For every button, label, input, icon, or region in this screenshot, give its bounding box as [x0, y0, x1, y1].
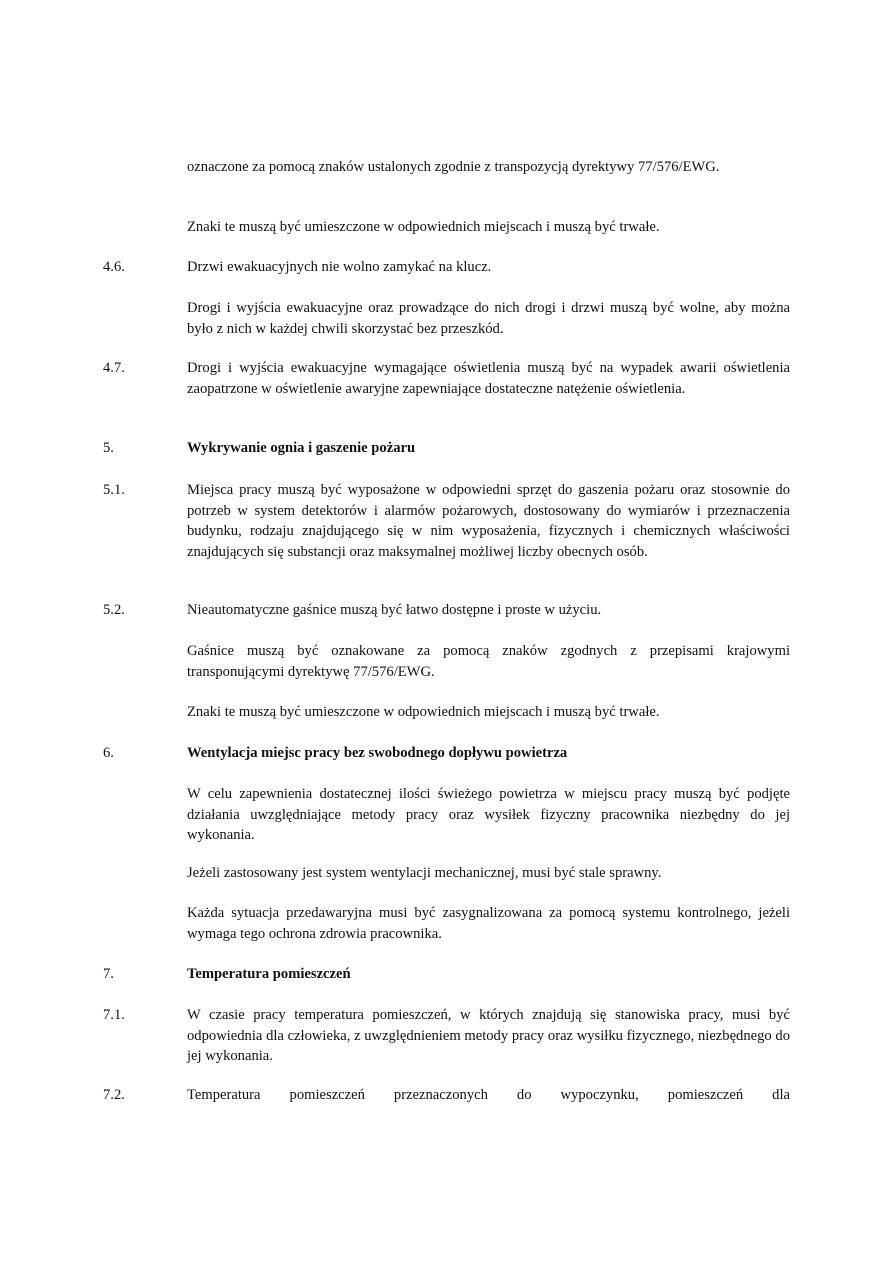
paragraph-text: Gaśnice muszą być oznakowane za pomocą znaków zgodnych z przepisami krajowymi transponującymi dyrektywę 77/576/EWG.: [187, 643, 790, 680]
paragraph-text: Każda sytuacja przedawaryjna musi być zasygnalizowana za pomocą systemu kontrolnego, jeżeli wymaga tego ochrona zdrowia pracownika.: [187, 905, 790, 942]
section-title: Wykrywanie ognia i gaszenie pożaru: [187, 440, 416, 456]
section-number: 6.: [103, 745, 114, 761]
paragraph-text: Drogi i wyjścia ewakuacyjne wymagające oświetlenia muszą być na wypadek awarii oświetlenia zaopatrzone w oświetlenie awaryjne zapewniające dostateczne natężenie oświetlenia.: [187, 360, 790, 397]
paragraph-text: oznaczone za pomocą znaków ustalonych zgodnie z transpozycją dyrektywy 77/576/EWG.: [187, 159, 720, 175]
section-number: 5.: [103, 440, 114, 456]
paragraph-text: Znaki te muszą być umieszczone w odpowiednich miejscach i muszą być trwałe.: [187, 704, 660, 720]
paragraph-text: W czasie pracy temperatura pomieszczeń, w których znajdują się stanowiska pracy, musi być odpowiednia dla człowieka, z uwzględnieniem metody pracy oraz wysiłku fizycznego, niezbędnego do jej wykonania.: [187, 1007, 790, 1064]
section-title: Wentylacja miejsc pracy bez swobodnego dopływu powietrza: [187, 745, 568, 761]
paragraph-number: 7.2.: [103, 1087, 125, 1103]
paragraph-text: Miejsca pracy muszą być wyposażone w odpowiedni sprzęt do gaszenia pożaru oraz stosownie do potrzeb w system detektorów i alarmów pożarowych, dostosowany do wymiarów i przeznaczenia budynku, rodzaju znajdującego się w nim wyposażenia, fizycznych i chemicznych właściwości znajdujących się substancji oraz maksymalnej możliwej liczby obecnych osób.: [187, 482, 790, 560]
paragraph-number: 4.6.: [103, 259, 125, 275]
paragraph-text: Drogi i wyjścia ewakuacyjne oraz prowadzące do nich drogi i drzwi muszą być wolne, aby można było z nich w każdej chwili skorzystać bez przeszkód.: [187, 300, 790, 337]
paragraph-text: Temperatura pomieszczeń przeznaczonych do wypoczynku, pomieszczeń dla: [187, 1087, 790, 1103]
section-number: 7.: [103, 966, 114, 982]
paragraph-text: Znaki te muszą być umieszczone w odpowiednich miejscach i muszą być trwałe.: [187, 219, 660, 235]
paragraph-text: Drzwi ewakuacyjnych nie wolno zamykać na klucz.: [187, 259, 492, 275]
section-title: Temperatura pomieszczeń: [187, 966, 351, 982]
paragraph-text: Nieautomatyczne gaśnice muszą być łatwo dostępne i proste w użyciu.: [187, 602, 602, 618]
paragraph-text: W celu zapewnienia dostatecznej ilości świeżego powietrza w miejscu pracy muszą być podjęte działania uwzględniające metody pracy oraz wysiłek fizyczny pracownika niezbędny do jej wykonania.: [187, 786, 790, 843]
paragraph-number: 5.1.: [103, 482, 125, 498]
paragraph-number: 4.7.: [103, 360, 125, 376]
paragraph-number: 5.2.: [103, 602, 125, 618]
paragraph-text: Jeżeli zastosowany jest system wentylacji mechanicznej, musi być stale sprawny.: [187, 865, 662, 881]
paragraph-number: 7.1.: [103, 1007, 125, 1023]
